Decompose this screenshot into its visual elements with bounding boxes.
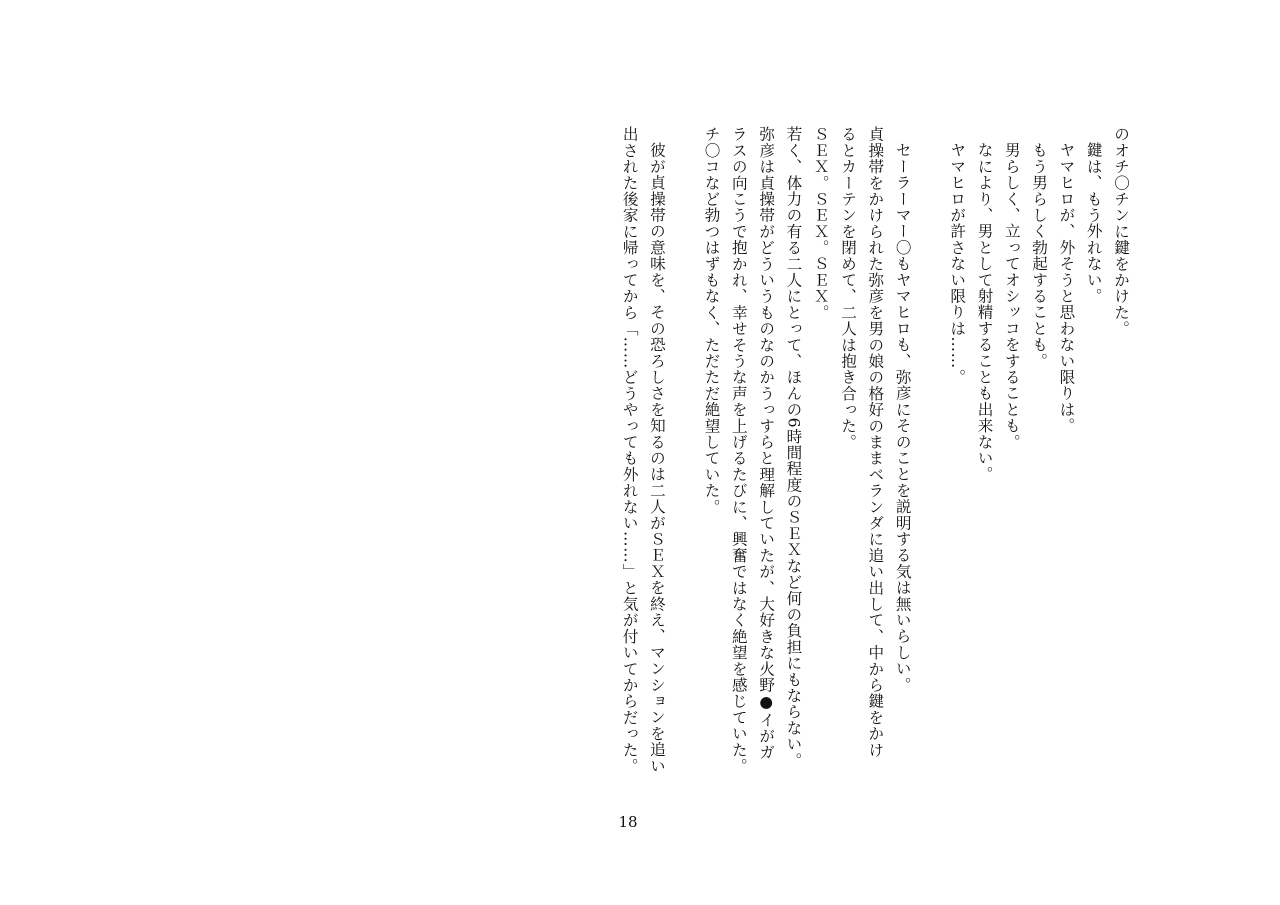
text-line: 彼が貞操帯の意味を、その恐ろしさを知るのは二人がＳＥＸを終え、マンションを追い	[647, 141, 666, 774]
text-line: のオチ〇チンに鍵をかけた。	[1112, 126, 1130, 337]
text-line: セーラーマー〇もヤマヒロも、弥彦にそのことを説明する気は無いらしい。	[893, 141, 912, 693]
text-line: ＳＥＸ。ＳＥＸ。ＳＥＸ。	[811, 126, 830, 321]
text-line: もう男らしく勃起することも。	[1030, 141, 1049, 369]
text-line: 鍵は、もう外れない。	[1084, 141, 1103, 304]
text-line: 出された後家に帰ってから「……どうやっても外れない……」と気が付いてからだった。	[620, 126, 639, 774]
text-line: るとカーテンを閉めて、二人は抱き合った。	[839, 126, 858, 450]
vertical-text-body	[615, 126, 1134, 806]
text-line: 若く、体力の有る二人にとって、ほんの6時間程度のＳＥＸなど何の負担にもならない。	[784, 126, 803, 769]
text-line: ヤマヒロが許さない限りは……。	[948, 141, 967, 385]
text-line: チ〇コなど勃つはずもなく、ただただ絶望していた。	[702, 126, 721, 515]
paragraph-gap	[670, 126, 697, 806]
text-line: 貞操帯をかけられた弥彦を男の娘の格好のままベランダに追い出して、中から鍵をかけ	[866, 126, 885, 758]
page-number: 18	[618, 813, 638, 831]
text-line: ラスの向こうで抱かれ、幸せそうな声を上げるたびに、興奮ではなく絶望を感じていた。	[729, 126, 748, 774]
text-line: なにより、男として射精することも出来ない。	[975, 141, 994, 482]
text-line: 弥彦は貞操帯がどういうものなのかうっすらと理解していたが、大好きな火野●イがガ	[757, 126, 776, 761]
text-line: 男らしく、立ってオシッコをすることも。	[1002, 141, 1021, 450]
paragraph-gap	[916, 126, 943, 806]
text-line: ヤマヒロが、外そうと思わない限りは。	[1057, 141, 1076, 434]
